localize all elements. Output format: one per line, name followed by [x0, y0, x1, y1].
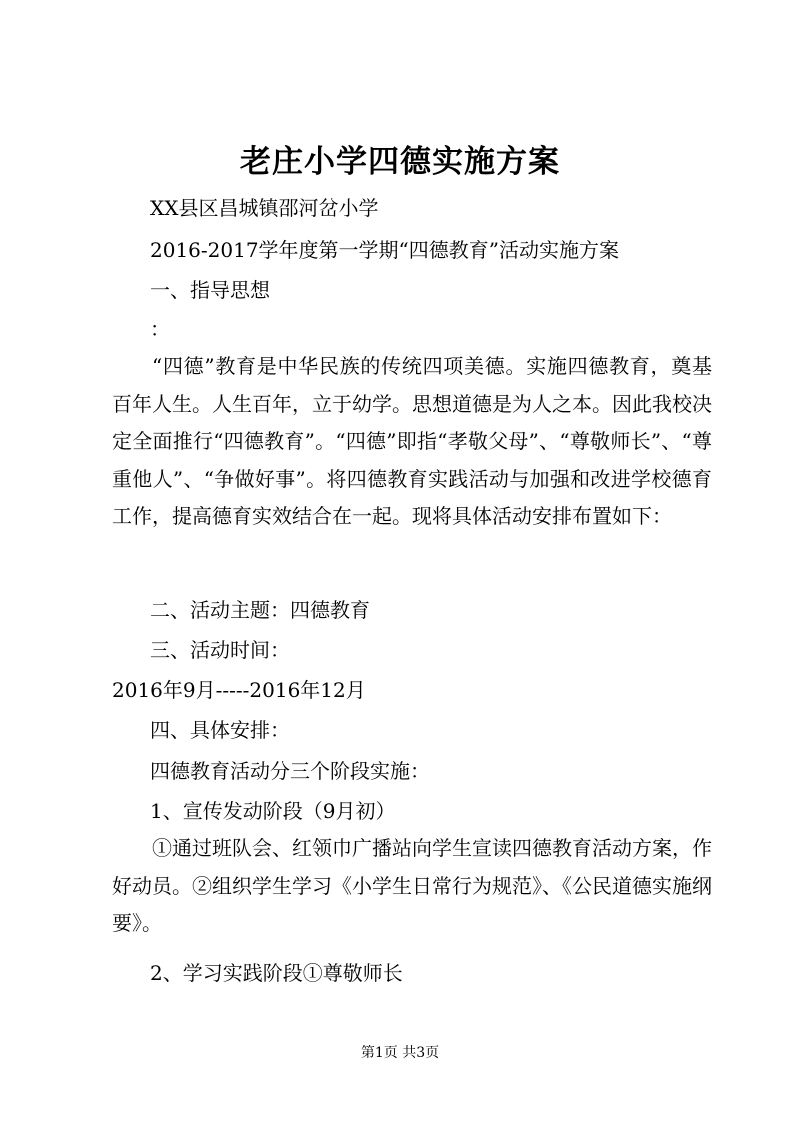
stages-intro: 四德教育活动分三个阶段实施：: [150, 759, 430, 783]
stage-1-heading: 1、宣传发动阶段（9月初）: [150, 799, 396, 823]
colon-line: ：: [150, 317, 170, 341]
section-time: 三、活动时间：: [150, 638, 290, 662]
section-theme: 二、活动主题：四德教育: [150, 598, 370, 622]
paragraph-stage-1: ①通过班队会、红领巾广播站向学生宣读四德教育活动方案，作好动员。②组织学生学习《小学生日常行为规范》、《公民道德实施纲要》。: [112, 836, 712, 935]
time-range: 2016年9月-----2016年12月: [112, 678, 366, 702]
document-title: 老庄小学四德实施方案: [240, 144, 560, 180]
stage-2-heading: 2、学习实践阶段①尊敬师长: [150, 961, 403, 985]
school-name: XX县区昌城镇邵河岔小学: [150, 196, 379, 220]
section-arrangement: 四、具体安排：: [150, 718, 290, 742]
paragraph-intro: “四德”教育是中华民族的传统四项美德。实施四德教育，奠基百年人生。人生百年，立于幼学。思想道德是为人之本。因此我校决定全面推行“四德教育”。“四德”即指“孝敬父母”、“尊敬师长”、“尊重他人”、“争做好事”。将四德教育实践活动与加强和改进学校德育工作，提高德育实效结合在一起。现将具体活动安排布置如下：: [112, 354, 712, 528]
plan-title: 2016-2017学年度第一学期“四德教育”活动实施方案: [150, 238, 620, 262]
page-footer: 第1页 共3页: [360, 1045, 440, 1061]
section-heading-guiding-thought: 一、指导思想: [150, 278, 270, 302]
